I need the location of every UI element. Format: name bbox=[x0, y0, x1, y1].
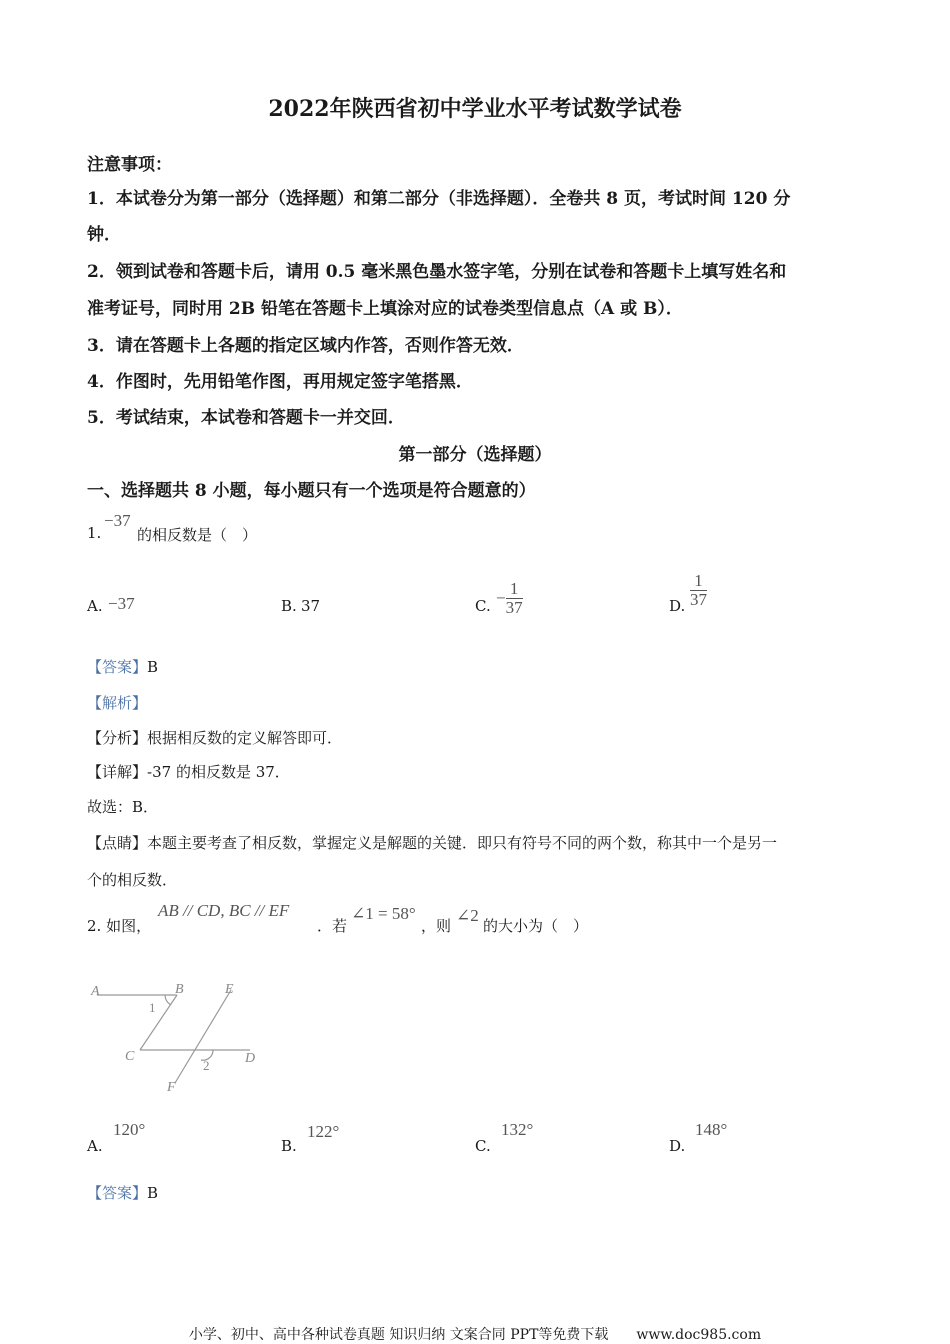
q2-option-d-label: D. bbox=[669, 1137, 686, 1155]
q2-answer-value: B bbox=[147, 1184, 159, 1202]
angle-1-arc bbox=[165, 995, 171, 1005]
q1-option-c-value bbox=[496, 580, 523, 617]
q1-fenxi-text: 根据相反数的定义解答即可． bbox=[147, 729, 343, 747]
q1-math: −37 bbox=[104, 511, 131, 530]
q1-option-d-denominator: 37 bbox=[690, 590, 707, 609]
label-e: E bbox=[225, 982, 234, 997]
notice-item-1: 1．本试卷分为第一部分（选择题）和第二部分（非选择题）．全卷共 8 页，考试时间 120 分 bbox=[87, 189, 791, 209]
q1-xiangjie bbox=[87, 761, 290, 782]
q1-answer-value: B bbox=[147, 658, 159, 676]
notice-item-1-cont: 钟． bbox=[87, 225, 121, 245]
q2-option-b-label: B. bbox=[281, 1137, 297, 1155]
q1-answer-tag: 【答案】 bbox=[87, 658, 148, 676]
q2-text-then: ，则 bbox=[421, 917, 452, 935]
q2-math-parallel: AB // CD, BC // EF bbox=[158, 901, 290, 920]
q1-option-a-value: −37 bbox=[108, 594, 135, 613]
q1-stem: 的相反数是（ ） bbox=[137, 526, 258, 544]
notice-item-2-cont: 准考证号，同时用 2B 铅笔在答题卡上填涂对应的试卷类型信息点（A 或 B）． bbox=[87, 299, 683, 319]
label-angle-2: 2 bbox=[203, 1058, 210, 1073]
section1-heading: 一、选择题共 8 小题，每小题只有一个选项是符合题意的） bbox=[87, 481, 536, 501]
q2-math-angle2: ∠2 bbox=[456, 906, 479, 925]
notice-item-3: 3．请在答题卡上各题的指定区域内作答，否则作答无效． bbox=[87, 336, 524, 356]
q2-answer-tag: 【答案】 bbox=[87, 1184, 148, 1202]
label-c: C bbox=[125, 1049, 135, 1064]
q2-text-if: ．若 bbox=[317, 917, 348, 935]
q2-option-c-label: C. bbox=[475, 1137, 491, 1155]
q1-option-d-value bbox=[690, 572, 707, 609]
q1-answer bbox=[87, 656, 158, 677]
q1-option-b-label: B. bbox=[281, 597, 297, 615]
label-f: F bbox=[167, 1080, 176, 1095]
label-angle-1: 1 bbox=[149, 1000, 156, 1015]
line-bc bbox=[140, 995, 177, 1050]
q1-fenxi bbox=[87, 727, 342, 748]
q1-option-d-label: D. bbox=[669, 597, 686, 615]
page-title: 2022年陕西省初中学业水平考试数学试卷 bbox=[268, 96, 682, 122]
q2-number: 2. 如图， bbox=[87, 917, 152, 935]
q2-geometry-figure bbox=[85, 975, 265, 1100]
q2-answer bbox=[87, 1182, 158, 1203]
label-b: B bbox=[175, 982, 184, 997]
q1-analysis-tag: 【解析】 bbox=[87, 694, 148, 712]
notice-item-2: 2．领到试卷和答题卡后，请用 0.5 毫米黑色墨水签字笔，分别在试卷和答题卡上填写姓名和 bbox=[87, 262, 787, 282]
q1-dianjing-tag: 【点睛】 bbox=[87, 834, 148, 852]
q1-conclusion: 故选：B． bbox=[87, 798, 159, 816]
q1-dianjing-cont: 个的相反数． bbox=[87, 871, 178, 889]
q1-option-b-value: 37 bbox=[301, 597, 321, 615]
q2-option-d-value: 148° bbox=[695, 1120, 728, 1139]
q1-xiangjie-text: -37 的相反数是 37． bbox=[147, 763, 290, 781]
q1-option-c-fraction bbox=[506, 580, 523, 617]
q1-option-c-denominator: 37 bbox=[505, 598, 523, 617]
part1-heading: 第一部分（选择题） bbox=[398, 445, 552, 465]
page-footer: 小学、初中、高中各种试卷真题 知识归纳 文案合同 PPT等免费下载 www.doc985.com bbox=[188, 1327, 762, 1343]
label-d: D bbox=[245, 1051, 256, 1066]
q1-dianjing-text: 本题主要考查了相反数，掌握定义是解题的关键．即只有符号不同的两个数，称其中一个是另一 bbox=[147, 834, 778, 852]
q1-option-a-label: A. bbox=[87, 597, 103, 615]
q1-dianjing bbox=[87, 832, 777, 853]
notice-heading: 注意事项： bbox=[87, 155, 172, 175]
q1-xiangjie-tag: 【详解】 bbox=[87, 763, 148, 781]
q1-option-c-label: C. bbox=[475, 597, 491, 615]
q2-option-b-value: 122° bbox=[307, 1122, 340, 1141]
q1-option-d-numerator: 1 bbox=[690, 572, 707, 591]
q1-option-d-fraction bbox=[690, 572, 707, 609]
q2-math-angle1: ∠1 = 58° bbox=[351, 904, 416, 923]
q2-text-end: 的大小为（ ） bbox=[483, 917, 589, 935]
q2-option-c-value: 132° bbox=[501, 1120, 534, 1139]
q2-option-a-value: 120° bbox=[113, 1120, 146, 1139]
notice-item-5: 5．考试结束，本试卷和答题卡一并交回． bbox=[87, 408, 405, 428]
label-a: A bbox=[91, 984, 100, 999]
q1-fenxi-tag: 【分析】 bbox=[87, 729, 148, 747]
q2-option-a-label: A. bbox=[87, 1137, 103, 1155]
q1-option-c-numerator: 1 bbox=[506, 580, 523, 599]
q1-number: 1. bbox=[87, 524, 102, 542]
notice-item-4: 4．作图时，先用铅笔作图，再用规定签字笔搭黑． bbox=[87, 372, 473, 392]
q1-option-c-sign: − bbox=[496, 588, 506, 608]
